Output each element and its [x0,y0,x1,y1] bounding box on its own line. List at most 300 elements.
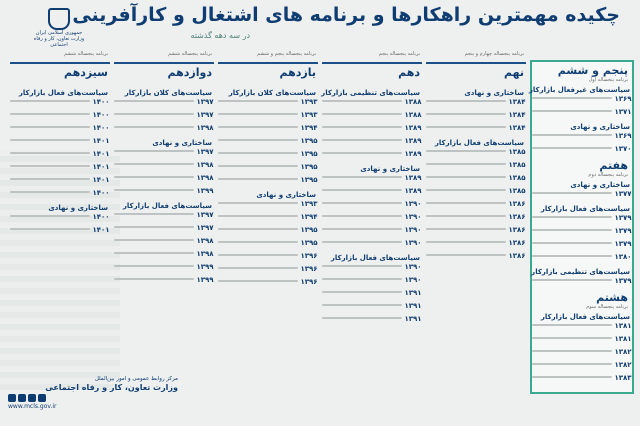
government-label: دوازدهم [167,66,212,79]
text-line [426,163,506,165]
list-item [532,108,632,120]
footer-org: مرکز روابط عمومی و امور بین‌الملل [94,376,178,382]
year-label: ۱۳۸۹ [404,150,422,158]
year-label: ۱۳۸۰ [614,253,632,261]
list-item [532,277,632,289]
text-line [114,163,194,165]
list-item [322,213,422,225]
text-line [218,215,298,217]
text-line [322,202,402,204]
ministry-logo: وزارت تعاون، کار و رفاه اجتماعی [45,383,178,392]
column-header [218,51,318,86]
year-label: ۱۳۸۳ [614,374,632,382]
text-line [114,226,194,228]
year-label: ۱۳۹۷ [196,98,214,106]
text-line [426,215,506,217]
year-label: ۱۴۰۰ [92,98,110,106]
section-title: سیاست‌های کلان بازارکار [228,89,316,97]
year-label: ۱۳۹۴ [300,124,318,132]
list-item [114,124,214,136]
column-header [114,51,214,86]
year-label: ۱۳۹۱ [404,315,422,323]
year-label: ۱۳۹۳ [300,200,318,208]
list-item [218,278,318,290]
text-line [114,100,194,102]
emblem-line-1: جمهوری اسلامی ایران [35,30,83,36]
list-item [114,161,214,173]
year-label: ۱۳۹۷ [196,211,214,219]
text-line [426,113,506,115]
year-label: ۱۳۹۸ [196,250,214,258]
text-line [218,152,298,154]
section-title: سیاست‌های فعال بازارکار [540,205,630,213]
list-item [322,302,422,314]
header [0,0,640,52]
list-item [218,150,318,162]
list-item [114,263,214,275]
year-label: ۱۳۸۹ [404,187,422,195]
list-item [322,150,422,162]
list-item [322,174,422,186]
text-line [322,100,402,102]
text-line [426,254,506,256]
year-label: ۱۳۹۵ [300,226,318,234]
footer [8,376,178,420]
column-header [10,51,110,86]
term-label: برنامه پنجساله ششم [168,51,212,57]
text-line [10,113,90,115]
column-1 [321,51,422,362]
text-line [218,100,298,102]
telegram-icon[interactable] [18,394,26,402]
text-line [218,267,298,269]
text-line [218,228,298,230]
year-label: ۱۳۹۵ [300,176,318,184]
list-item [114,187,214,199]
list-item [426,148,526,160]
list-item [426,252,526,264]
list-item [114,224,214,236]
year-label: ۱۳۹۵ [300,150,318,158]
list-item [322,187,422,199]
year-label: ۱۳۹۰ [404,200,422,208]
year-label: ۱۳۹۰ [404,213,422,221]
year-label: ۱۳۷۰ [614,145,632,153]
section-title: سیاست‌های فعال بازارکار [330,254,420,262]
text-line [426,126,506,128]
list-item [532,335,632,347]
text-line [532,147,612,149]
list-item [426,226,526,238]
list-item [322,124,422,136]
text-line [322,126,402,128]
text-line [322,228,402,230]
list-item [532,227,632,239]
list-item [218,163,318,175]
text-line [532,324,612,326]
text-line [10,100,90,102]
text-line [322,189,402,191]
text-line [218,113,298,115]
text-line [532,97,612,99]
section-title: سیاست‌های فعال بازارکار [18,89,108,97]
list-item [426,111,526,123]
text-line [426,176,506,178]
government-label: دهم [398,66,420,79]
text-line [322,265,402,267]
list-item [322,98,422,110]
list-item [322,239,422,251]
list-item [426,213,526,225]
list-item [322,226,422,238]
list-item [426,174,526,186]
column-4 [10,51,110,362]
text-line [322,278,402,280]
year-label: ۱۳۹۸ [196,237,214,245]
list-item [10,150,110,162]
year-label: ۱۴۰۱ [92,163,110,171]
year-label: ۱۳۷۹ [614,214,632,222]
year-label: ۱۳۸۵ [508,174,526,182]
column-header [426,51,526,86]
block-title-8: هشتم [596,291,628,304]
year-label: ۱۳۸۵ [508,161,526,169]
year-label: ۱۳۷۹ [614,227,632,235]
year-label: ۱۳۸۴ [508,111,526,119]
text-line [218,178,298,180]
text-line [532,279,612,281]
text-line [322,176,402,178]
section-title: ساختاری و نهادی [464,89,524,97]
website-link[interactable]: www.mcls.gov.ir [8,403,57,410]
year-label: ۱۴۰۱ [92,226,110,234]
year-label: ۱۳۷۷ [614,190,632,198]
block-note-8: برنامه پنجساله سوم [586,304,628,310]
text-line [532,363,612,365]
list-item [218,265,318,277]
text-line [426,189,506,191]
year-label: ۱۳۹۶ [300,252,318,260]
year-label: ۱۳۸۶ [508,226,526,234]
section-title: سیاست‌های کلان بازارکار [124,89,212,97]
year-label: ۱۳۹۶ [300,278,318,286]
column-2 [218,51,318,362]
list-item [532,132,632,144]
text-line [218,241,298,243]
year-label: ۱۳۹۳ [300,111,318,119]
section-title: ساختاری و نهادی [570,123,630,131]
year-label: ۱۳۸۱ [614,335,632,343]
column-5-6-7-8 [530,60,634,394]
section-title: سیاست‌های غیرفعال بازارکار [528,86,630,94]
year-label: ۱۳۸۲ [614,361,632,369]
year-label: ۱۳۸۴ [508,124,526,132]
year-label: ۱۳۷۹ [614,240,632,248]
year-label: ۱۳۹۵ [300,239,318,247]
list-item [218,137,318,149]
list-item [426,200,526,212]
text-line [532,242,612,244]
list-item [10,226,110,238]
text-line [532,255,612,257]
year-label: ۱۳۹۹ [196,263,214,271]
block-note-5-6: برنامه پنجساله اول [588,77,628,83]
year-label: ۱۳۹۸ [196,161,214,169]
list-item [114,250,214,262]
block-title-5-6: پنجم و ششم [557,64,628,77]
text-line [322,139,402,141]
text-line [114,126,194,128]
year-label: ۱۳۸۵ [508,148,526,156]
list-item [218,213,318,225]
text-line [426,150,506,152]
year-label: ۱۳۷۱ [614,108,632,116]
year-label: ۱۳۹۱ [404,289,422,297]
block-title-7: هفتم [599,159,628,172]
social-icons [8,394,178,402]
list-item [322,276,422,288]
text-line [218,126,298,128]
column-header [322,51,422,86]
year-label: ۱۴۰۰ [92,111,110,119]
year-label: ۱۳۸۵ [508,187,526,195]
section-title: سیاست‌های تنظیمی بازارکار [321,89,420,97]
list-item [114,237,214,249]
list-item [532,361,632,373]
list-item [114,174,214,186]
year-label: ۱۳۸۹ [404,174,422,182]
list-item [322,200,422,212]
list-item [426,161,526,173]
text-line [114,239,194,241]
government-label: نهم [503,66,524,79]
year-label: ۱۳۹۷ [196,224,214,232]
year-label: ۱۳۸۹ [404,124,422,132]
list-item [532,240,632,252]
year-label: ۱۴۰۱ [92,176,110,184]
section-title: سیاست‌های فعال بازارکار [434,139,524,147]
instagram-icon[interactable] [8,394,16,402]
year-label: ۱۴۰۱ [92,137,110,145]
year-label: ۱۳۹۹ [196,187,214,195]
year-label: ۱۴۰۰ [92,189,110,197]
text-line [322,317,402,319]
year-label: ۱۳۹۶ [300,265,318,273]
list-item [532,348,632,360]
term-label: برنامه پنجساله پنجم و ششم [257,51,316,57]
text-line [532,134,612,136]
text-line [218,139,298,141]
text-line [322,304,402,306]
text-line [322,291,402,293]
list-item [218,124,318,136]
page-title: چکیده مهمترین راهکارها و برنامه های اشتغال و کارآفرینی [72,4,620,26]
list-item [114,148,214,160]
year-label: ۱۳۸۶ [508,239,526,247]
year-label: ۱۳۸۸ [404,98,422,106]
text-line [10,126,90,128]
text-line [532,376,612,378]
government-label: یازدهم [279,66,316,79]
year-label: ۱۳۶۹ [614,132,632,140]
web-icon[interactable] [38,394,46,402]
year-label: ۱۳۷۹ [614,277,632,285]
year-label: ۱۳۸۹ [404,137,422,145]
list-item [532,374,632,386]
list-item [218,98,318,110]
list-item [218,239,318,251]
text-line [10,191,90,193]
section-title: ساختاری و نهادی [48,204,108,212]
list-item [426,187,526,199]
list-item [532,190,632,202]
term-label: برنامه پنجساله چهارم و پنجم [464,51,524,57]
list-item [114,111,214,123]
list-item [10,98,110,110]
section-title: سیاست‌های فعال بازارکار [540,313,630,321]
government-label: سیزدهم [63,66,108,79]
list-item [322,315,422,327]
list-item [532,253,632,265]
section-title: سیاست‌های تنظیمی بازارکار [531,268,630,276]
text-line [322,241,402,243]
year-label: ۱۳۸۸ [404,111,422,119]
list-item [10,163,110,175]
section-title: ساختاری و نهادی [360,165,420,173]
list-item [114,211,214,223]
column-0 [426,51,526,362]
text-line [10,215,90,217]
year-label: ۱۳۹۷ [196,111,214,119]
text-line [218,254,298,256]
page-subtitle: در سه دهه گذشته [190,31,250,40]
ministry-emblem [28,8,90,52]
text-line [114,113,194,115]
text-line [532,337,612,339]
text-line [10,139,90,141]
list-item [322,137,422,149]
year-label: ۱۳۹۸ [196,124,214,132]
list-item [218,111,318,123]
text-line [532,350,612,352]
list-item [10,124,110,136]
list-item [322,263,422,275]
block-note-7: برنامه پنجساله دوم [588,172,628,178]
year-label: ۱۳۹۰ [404,239,422,247]
list-item [114,276,214,288]
list-item [114,98,214,110]
text-line [114,176,194,178]
text-line [532,110,612,112]
list-item [532,214,632,226]
year-label: ۱۳۹۹ [196,276,214,284]
list-item [218,226,318,238]
text-line [532,229,612,231]
text-line [114,265,194,267]
text-line [532,216,612,218]
list-item [218,176,318,188]
list-item [10,176,110,188]
text-line [10,165,90,167]
column-3 [114,51,214,362]
text-line [114,150,194,152]
twitter-icon[interactable] [28,394,36,402]
text-line [322,215,402,217]
year-label: ۱۳۹۱ [404,302,422,310]
text-line [322,152,402,154]
year-label: ۱۳۸۶ [508,252,526,260]
text-line [114,278,194,280]
text-line [10,152,90,154]
list-item [322,289,422,301]
list-item [532,95,632,107]
year-label: ۱۳۸۱ [614,322,632,330]
year-label: ۱۳۹۵ [300,137,318,145]
list-item [10,111,110,123]
text-line [218,202,298,204]
year-label: ۱۴۰۰ [92,213,110,221]
text-line [114,252,194,254]
list-item [426,239,526,251]
year-label: ۱۳۹۸ [196,174,214,182]
year-label: ۱۳۸۶ [508,200,526,208]
emblem-icon [48,8,70,30]
year-label: ۱۳۹۰ [404,226,422,234]
text-line [218,165,298,167]
term-label: برنامه پنجساله ششم [64,51,108,57]
text-line [532,192,612,194]
text-line [218,280,298,282]
year-label: ۱۳۸۶ [508,213,526,221]
text-line [426,100,506,102]
list-item [532,145,632,157]
section-title: سیاست‌های فعال بازارکار [122,202,212,210]
year-label: ۱۳۹۷ [196,148,214,156]
section-title: ساختاری و نهادی [570,181,630,189]
list-item [426,98,526,110]
section-title: ساختاری و نهادی [152,139,212,147]
text-line [10,228,90,230]
list-item [532,322,632,334]
year-label: ۱۳۸۲ [614,348,632,356]
text-line [10,178,90,180]
text-line [114,213,194,215]
year-label: ۱۳۹۳ [300,98,318,106]
year-label: ۱۳۸۴ [508,98,526,106]
text-line [114,189,194,191]
text-line [426,228,506,230]
list-item [426,124,526,136]
year-label: ۱۳۹۴ [300,213,318,221]
year-label: ۱۳۹۰ [404,276,422,284]
year-label: ۱۳۹۰ [404,263,422,271]
year-label: ۱۴۰۱ [92,150,110,158]
term-label: برنامه پنجساله پنجم [378,51,420,57]
text-line [426,202,506,204]
section-title: ساختاری و نهادی [256,191,316,199]
list-item [218,252,318,264]
text-line [322,113,402,115]
list-item [10,213,110,225]
year-label: ۱۳۹۵ [300,163,318,171]
text-line [426,241,506,243]
year-label: ۱۴۰۰ [92,124,110,132]
list-item [322,111,422,123]
list-item [218,200,318,212]
list-item [10,189,110,201]
list-item [10,137,110,149]
emblem-line-2: وزارت تعاون، کار و رفاه اجتماعی [33,36,85,48]
